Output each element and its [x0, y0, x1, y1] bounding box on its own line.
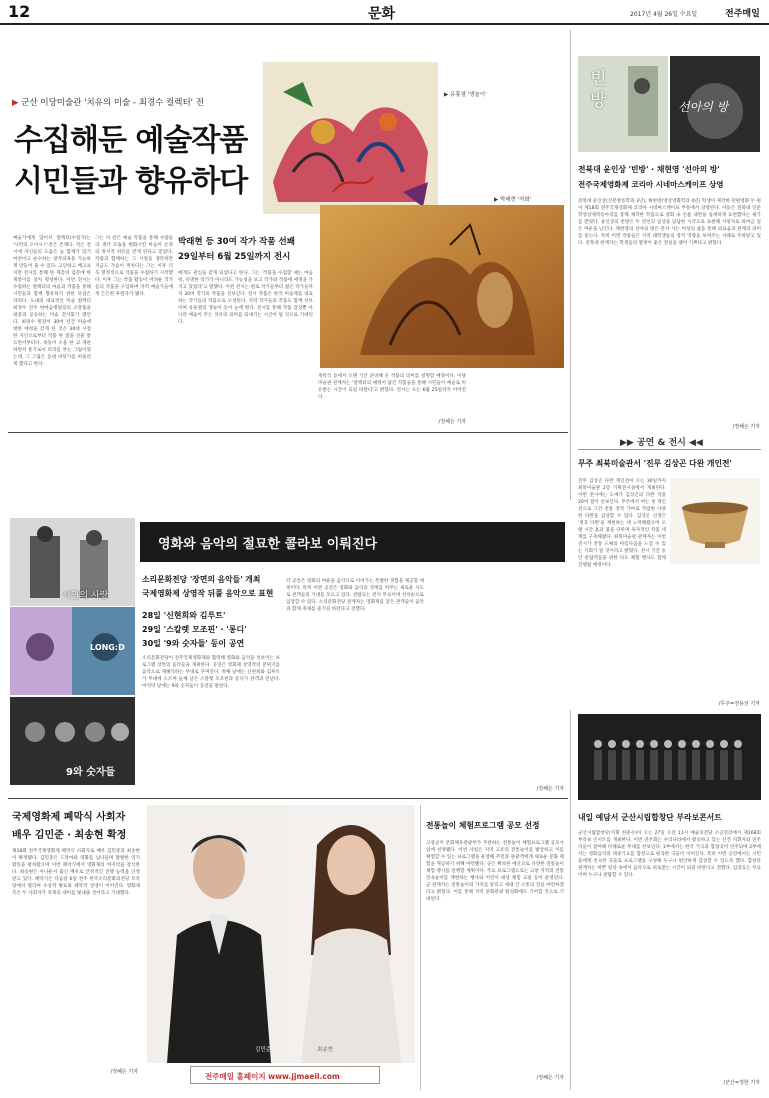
host-byline: /정혜은 기자: [110, 1069, 138, 1075]
column-divider-bottom-right: [570, 710, 571, 1090]
main-byline: /정혜은 기자: [438, 419, 466, 425]
host-headline-1: 국제영화제 폐막식 사회자: [12, 812, 126, 823]
pottery-body-wide: [578, 632, 761, 682]
caption-jahwa: ▶ 박래현 '자화': [494, 197, 532, 203]
column-divider-bottom-mid: [420, 805, 421, 1090]
music-item-1: 28일 '신현희와 김루트': [142, 611, 226, 620]
choir-body: 군산시립합창단(지휘 한준수)이 오는 27일 오전 11시 예술의전당 소공연장에서 제168회 부라보 콘서트를 개최한다. 이번 연주회는 우리나라에서 활동하고 있는 신진 지휘자와 연주자들이 참여해 다채로운 무대를 선보인다. 1부에서는 한국 가곡과 합창곡이 연주되며 2부에서는 영화음악과 대중가요를 합창으로 편곡한 곡들이 이어진다. 특히 이번 공연에서는 시민들에게 친숙한 곡들로 프로그램을 구성해 누구나 편안하게 감상할 수 있도록 했다. 합창단 관계자는 바쁜 일상 속에서 음악으로 위로받는 시간이 되길 바란다고 전했다. 입장료는 무료이며 누구나 관람할 수 있다.: [578, 831, 761, 878]
music-body-col3: [430, 578, 565, 778]
page-number: 12: [8, 2, 31, 21]
music-body-col1: 소리문화전당이 전주국제영화제와 협력해 영화와 음악을 선보이는 프로그램 장면의 음악들을 개최한다. 공연은 영화제 상영작의 분위기를 음악으로 재해석하는 무대로 꾸며진다. 첫째 날에는 신현희와 김루트가 무대에 오르며 둘째 날은 스칼렛 모조핀과 롱디가 관객과 만난다. 마지막 날에는 9와 숫자들이 공연을 펼친다.: [142, 656, 280, 689]
choir-byline: /군산=정한 기자: [723, 1080, 760, 1086]
pottery-byline: /무주=전용선 기자: [718, 701, 760, 707]
caption-saengnori: ▶ 유휴열 '생놀이': [444, 92, 487, 98]
music-body-col2: 각 공연은 영화의 여운을 음악으로 이어가는 특별한 경험을 제공할 예정이다. 특히 이번 공연은 영화와 음악의 경계를 허무는 새로운 시도로 관객들의 기대를 모으고 있다. 관람료는 전석 무료이며 선착순으로 입장할 수 있다. 소리문화전당 관계자는 영화제를 찾은 관객들이 음악과 함께 축제를 즐기길 바란다고 전했다.: [286, 579, 424, 612]
film-body: 전북대 윤인상(신문방송학과 3년), 채현영(영상영화학과 4년) 학생이 제작한 단편영화 두 편이 제18회 전주국제영화제 코리아 시네마스케이프 부문에서 상영된다. 이들은 전북대 인문학영상제작동아리를 통해 제작한 작품으로 영화 속 인물 내면을 섬세하게 표현했다는 평가를 받았다. 윤인상의 빈방은 두 연인의 일상을 담담한 시각으로 표현해 시청자로 하여금 깊은 여운을 남긴다. 채현영의 선아의 방은 혼자 사는 여성의 삶을 통해 외로움과 관계의 의미를 묻는다. 특히 이번 작품들은 지역 대학생들의 창작 역량을 보여주는 사례로 주목받고 있다. 전북대 관계자는 학생들의 열정이 좋은 결실을 맺어 기쁘다고 밝혔다.: [578, 199, 761, 246]
homepage-text: 전주매일 홈페이지 www.jjmaeil.com: [205, 1072, 340, 1081]
column-divider-right: [570, 30, 571, 500]
main-headline-1: 수집해둔 예술작품: [14, 123, 248, 158]
main-kicker: ▶ 군산 이당미술관 '치유의 미술 - 최경수 컬렉터' 전: [12, 98, 204, 108]
traditional-byline: /정혜은 기자: [536, 1075, 564, 1081]
main-subhead-2: 29일부터 6월 25일까지 전시: [178, 252, 291, 262]
music-bottom-rule: [8, 798, 568, 799]
issue-date: 2017년 4월 26일 수요일: [630, 11, 698, 18]
poster-seona-title: 선아의 방: [678, 100, 729, 114]
poster2-text: LONG:D: [90, 643, 125, 652]
main-body-col2: 그는 이 같은 예술 작품을 통해 사람들의 생각 모습을 변화시킨 마음이 온정의 정서적 치유를 받게 된다고 믿었다. 작품과 함께하는 그 시절을 생각하면 지금도 가슴이 벅차다는 그는 이후 더욱 열정적으로 작품을 수집하기 시작했다. 이후 그는 작품 활동이 어려운 작가들의 작품을 구입하며 지역 예술가들에게 든든한 후원자가 됐다.: [95, 236, 173, 297]
section-title: 문화: [368, 6, 396, 22]
poster3-text: 9와 숫자들: [66, 767, 116, 778]
host-body: 제18회 전주국제영화제 폐막식 사회자로 배우 김민준과 최송현이 확정됐다. 김민준은 드라마와 영화를 넘나들며 활발한 연기 활동을 펼쳐왔으며 이번 폐막식에서 영화제의 마지막을 장식한다. 최송현은 아나운서 출신 배우로 안정적인 진행 능력을 인정받고 있다. 폐막식은 다음달 6일 전주 한국소리문화의전당 모악당에서 열리며 수상작 발표와 폐막작 상영이 이어진다. 영화제 측은 두 사회자가 축제의 대미를 빛내줄 것이라고 기대했다.: [12, 849, 140, 896]
poster-seona: [670, 56, 760, 152]
photo-choi-songhyun: [287, 805, 415, 1063]
caption-choi-songhyun: 최송현: [317, 1047, 333, 1053]
homepage-banner[interactable]: [190, 1066, 380, 1084]
choir-photo: [578, 714, 761, 800]
poster-binbang-title: 빈방: [590, 69, 607, 111]
host-headline-2: 배우 김민준 · 최송현 확정: [12, 830, 127, 841]
main-body-col3: 에게도 관심을 갖게 되었다고 한다. 그는 '작품을 수집할 때는 마음 첫, 유명한 작가가 아니라도 가능성을 보고 작가와 작품에 애정을 가지고 있었다'고 말했다. 이번 전시는 원로 작가들부터 젊은 작가들까지 30여 작가의 작품을 선보인다. 전시 작품은 한국 미술계를 대표하는 작가들의 작품으로 구성된다. 지역 작가들의 작품도 함께 선보이며 유휴열의 생놀이 등이 눈에 띈다. 전시를 통해 작품 감상뿐 아니라 예술이 주는 치유의 의미를 되새기는 시간이 될 것으로 기대된다.: [178, 271, 313, 325]
caption-kim-minjun: 김민준: [255, 1047, 271, 1053]
poster-9-numbers: [10, 697, 135, 785]
poster-scarlet-longd: [10, 607, 135, 695]
main-kicker-text: 군산 이당미술관 '치유의 미술 - 최경수 컬렉터' 전: [21, 98, 204, 108]
main-body-col4: 개막식 등에서 오랜 기간 준비해 온 작품의 의미를 설명할 예정이다. 이당미술관 관계자는 '컬렉터의 애정이 담긴 작품들을 통해 시민들이 예술로 치유받는 시간이 되길 바란다'고 밝혔다. 전시는 오는 6월 25일까지 이어진다.: [318, 374, 466, 400]
performance-rule: [578, 449, 761, 450]
traditional-headline: 전통놀이 체험프로그램 공모 선정: [426, 821, 540, 830]
film-headline-1: 전북대 윤인상 '빈방' · 채현영 '선아의 방': [578, 165, 720, 174]
film-headline-2: 전주국제영화제 코리아 시네마스케이프 상영: [578, 180, 724, 189]
poster-binbang: [578, 56, 668, 152]
paper-name: 전주매일: [725, 9, 760, 19]
music-item-3: 30일 '9와 숫자들' 등이 공연: [142, 639, 245, 648]
performance-header: ▶▶ 공연 & 전시 ◀◀: [620, 438, 703, 448]
music-byline: /정혜은 기자: [536, 786, 564, 792]
choir-headline: 내일 예담서 군산시립합창단 부라보콘서트: [578, 813, 722, 822]
film-byline: /정혜은 기자: [732, 424, 760, 430]
painting-saengnori: [263, 62, 438, 214]
pottery-headline: 무주 최북미술관서 '진무 김상곤 다완 개인전': [578, 459, 732, 468]
traditional-body: 고창군이 문화체육관광부가 주관하는 전통놀이 체험프로그램 공모사업에 선정됐다. 이번 사업은 지역 고유의 전통놀이를 발굴하고 이를 체험할 수 있는 프로그램을 운영해 주민과 관광객에게 새로운 문화 체험을 제공하기 위해 마련됐다. 군은 확보한 예산으로 다양한 전통놀이 체험 행사를 진행할 계획이다. 주요 프로그램으로는 고창 지역의 전통 민속놀이를 재현하는 행사와 어린이 대상 체험 교실 등이 운영된다. 군 관계자는 전통놀이의 가치를 알리고 세대 간 소통의 장을 마련하겠다고 밝혔다. 이를 통해 지역 문화관광 활성화에도 기여할 것으로 기대된다.: [426, 841, 564, 902]
music-top-rule: [8, 432, 568, 433]
header-rule: [0, 23, 769, 25]
music-banner: [140, 522, 565, 562]
music-subhead-1: 소리문화전당 '장면의 음악들' 개최: [142, 575, 261, 584]
photo-kim-minjun: [147, 805, 287, 1063]
main-body-col1: 예술가에게 있어서 컬렉터(수집가)는 '사막의 오아시스'같은 존재다. 작은 전시에 자신들의 도움은 늘 함께가 있기 마련이고 순수하는 창작의욕을 가능하게 만들어 줄 수 있다. 고단하고 배고프지만 전시를 통해 한 계층의 염분에 한 계통이를 상처 형성한다. 이번 전시는 수집하는 컬렉터의 마음과 작품을 통해 시민들과 함께 향유하기 위한 뜻깊은 자리다. 도내의 대표적인 미술 컬렉터 최경수 전주 한마음병원장의 소장품을 대중과 공유하는 미술 전시회가 열린다. 최경수 원장이 30여 년간 미술에 대한 애정을 갖게 된 것은 30대 시절 한 지인으로부터 작품 한 점을 선물 받으면서부터다. 목동이 소울 한 교 개관하면서 통가로이 피리를 부는 그림이었는데, 그 그림은 동네 바닷가를 떠올리게 했다고 한다.: [13, 236, 91, 367]
pottery-body: 진무 김상곤 다완 개인전이 오는 30일까지 최북미술관 2층 기획전시실에서 개최된다. 이번 전시에는 도예가 김상곤의 다완 작품 20여 점이 선보인다. 무주에서 여는 첫 개인전으로 그간 전통 장작 가마로 작업한 다양한 다완을 감상할 수 있다. 김상곤 선생은 '정호 다완'을 재현하는 데 노력해왔으며 오랜 시간 흙과 불을 다루며 독자적인 작품 세계를 구축해왔다. 최북미술관 관계자는 이번 전시가 전통 도예의 아름다움을 느낄 수 있는 기회가 될 것이라고 밝혔다. 전시 기간 동안 관람객들을 위한 다도 체험 행사도 함께 진행될 예정이다.: [578, 479, 666, 568]
music-item-2: 29일 '스칼렛 모조핀' · '롱디': [142, 625, 247, 634]
page-header: [0, 0, 769, 24]
painting-jahwa: [320, 205, 564, 368]
main-subhead-1: 박래현 등 30여 작가 작품 선봬: [178, 237, 295, 247]
poster-sinhyunhee: [10, 518, 135, 606]
pottery-bowl-photo: [670, 478, 760, 564]
music-banner-text: 영화와 음악의 절묘한 콜라보 이뤄진다: [158, 537, 378, 552]
music-subhead-2: 국제영화제 상영작 뒤풀 음악으로 표현: [142, 589, 274, 598]
main-headline-2: 시민들과 향유하다: [14, 164, 248, 199]
poster1-text: 시인의 사랑: [62, 591, 109, 601]
